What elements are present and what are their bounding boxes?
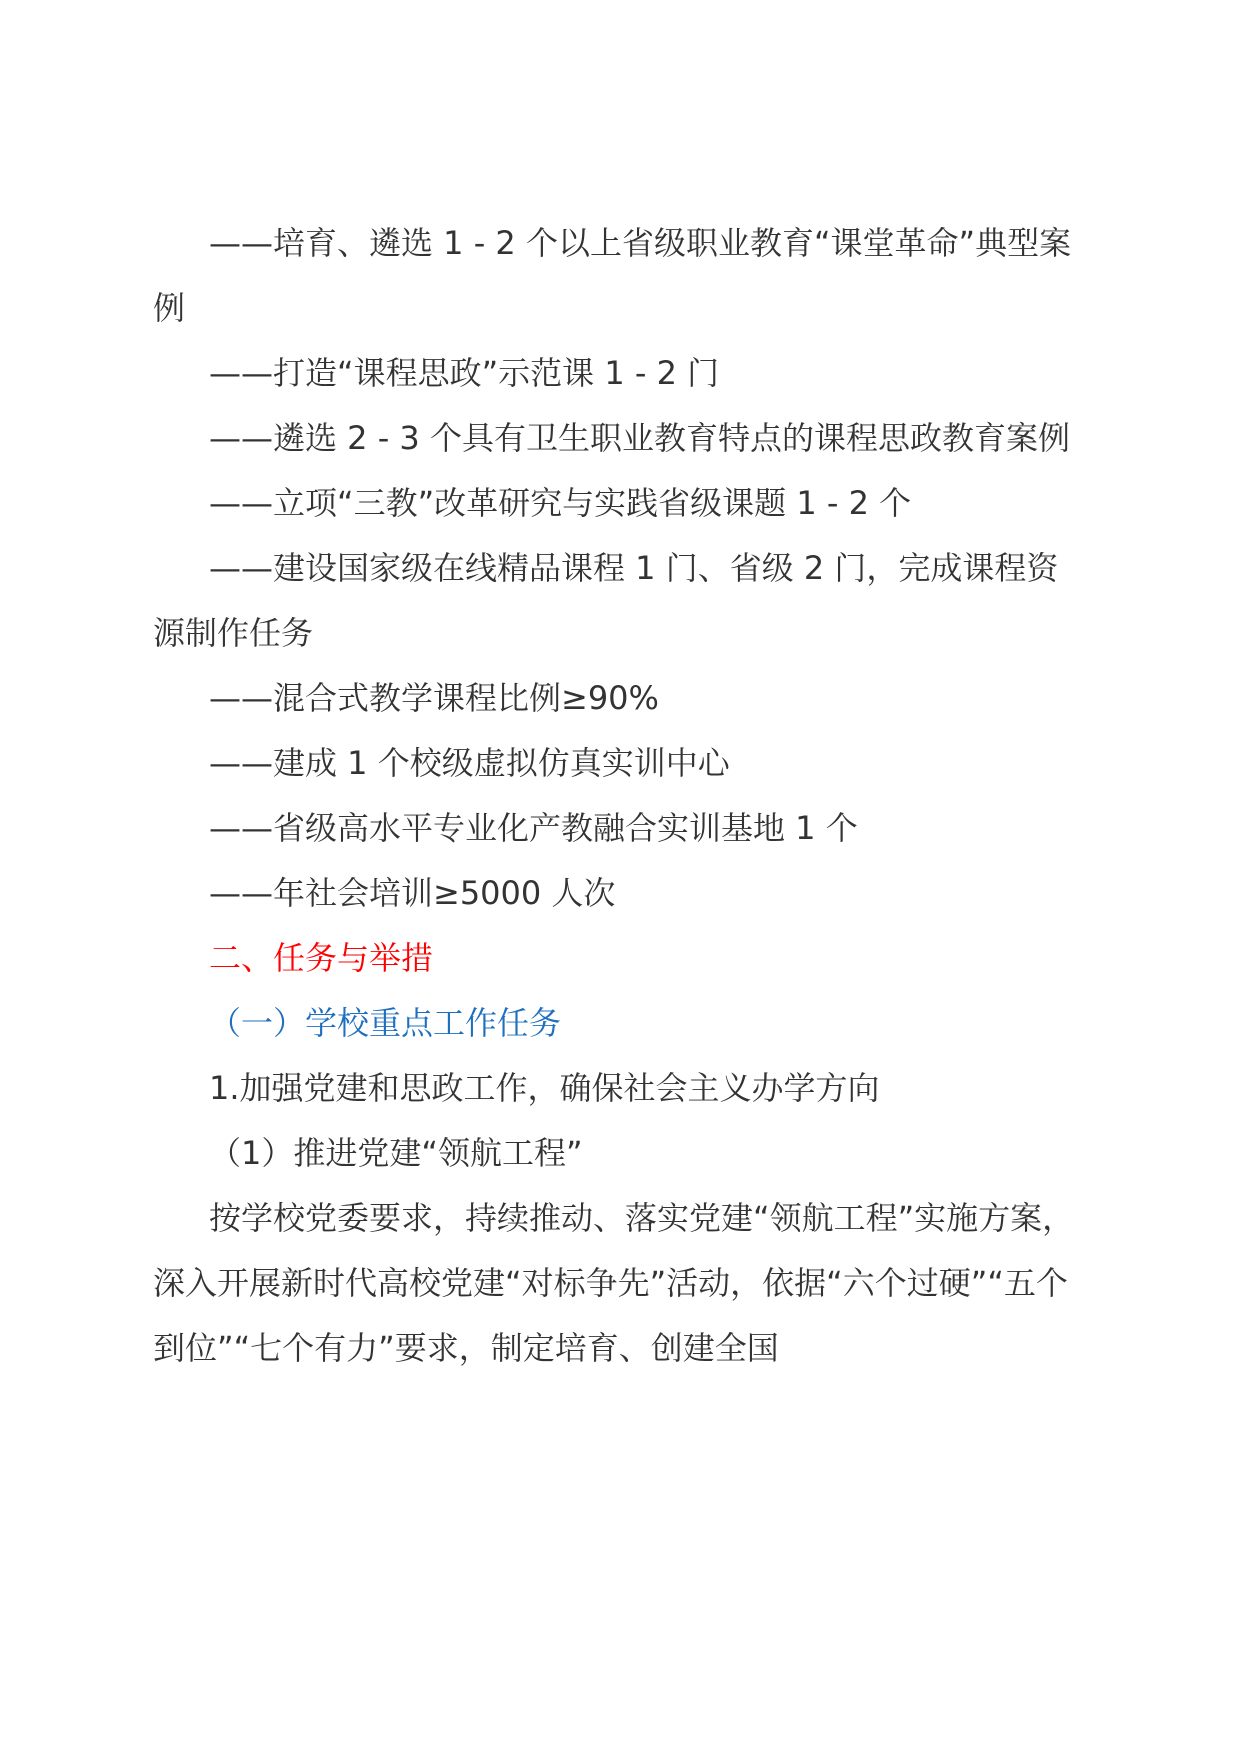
target-item-4: ——立项“三教”改革研究与实践省级课题 1 - 2 个 [209, 484, 912, 522]
subsection-heading: （一）学校重点工作任务 [209, 1004, 562, 1042]
body-paragraph: 按学校党委要求，持续推动、落实党建“领航工程”实施方案，深入开展新时代高校党建“对标争先”活动，依据“六个过硬”“五个到位”“七个有力”要求，制定培育、创建全国 [153, 1199, 1075, 1367]
section-heading: 二、任务与举措 [209, 939, 434, 977]
item-heading: 1.加强党建和思政工作，确保社会主义办学方向 [209, 1069, 880, 1107]
subitem-heading: （1）推进党建“领航工程” [209, 1134, 583, 1172]
target-item-1: ——培育、遴选 1 - 2 个以上省级职业教育“课堂革命”典型案例 [153, 224, 1072, 327]
target-item-3: ——遴选 2 - 3 个具有卫生职业教育特点的课程思政教育案例 [209, 419, 1070, 457]
target-item-7: ——建成 1 个校级虚拟仿真实训中心 [209, 744, 730, 782]
target-item-2: ——打造“课程思政”示范课 1 - 2 门 [209, 354, 720, 392]
target-item-5: ——建设国家级在线精品课程 1 门、省级 2 门，完成课程资源制作任务 [153, 549, 1059, 652]
target-item-8: ——省级高水平专业化产教融合实训基地 1 个 [209, 809, 858, 847]
target-item-9: ——年社会培训≥5000 人次 [209, 874, 616, 912]
target-item-6: ——混合式教学课程比例≥90% [209, 679, 659, 717]
document-body [153, 211, 1088, 1381]
